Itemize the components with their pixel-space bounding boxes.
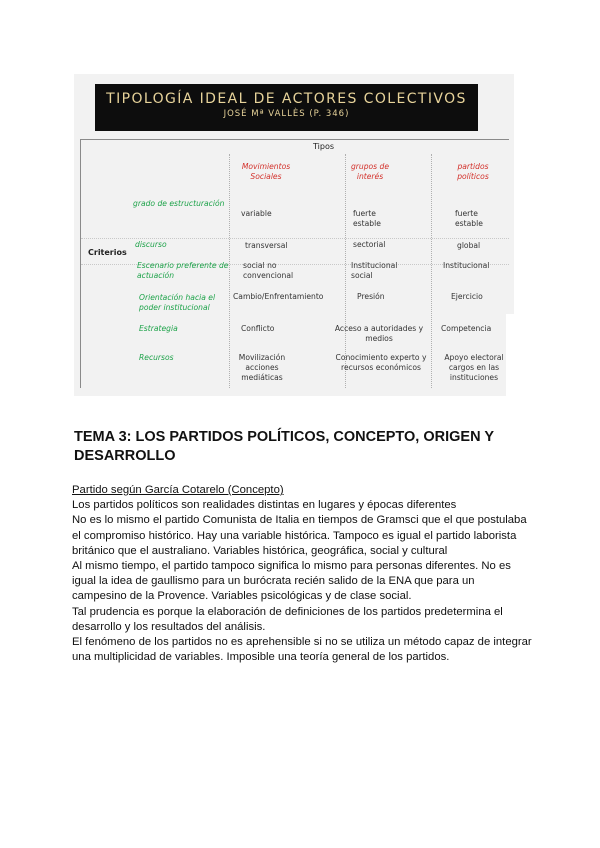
tipos-label: Tipos [313, 142, 335, 151]
paragraph: Tal prudencia es porque la elaboración de definiciones de los partidos predetermina el desarrollo y los resultados del análisis. [72, 605, 503, 633]
criterion-label: discurso [135, 240, 167, 249]
table-cell: Conflicto [241, 324, 275, 333]
paragraph: El fenómeno de los partidos no es aprehensible si no se utiliza un método capaz de integrar una multiplicidad de variables. Imposible una teoría general de los partidos. [72, 636, 532, 664]
table-cell: fuerte estable [353, 209, 381, 228]
table-cell: Acceso a autoridades y medios [334, 324, 424, 343]
typology-figure [74, 74, 514, 396]
paragraph: Al mismo tiempo, el partido tampoco significa lo mismo para personas diferentes. No es igual la idea de gaullismo para un burócrata recién salido de la ENA que para un campesino de la Provence. Variables psicológicas y de clase social. [72, 560, 511, 603]
paragraph: No es lo mismo el partido Comunista de Italia en tiempos de Gramsci que el que postulaba el compromiso histórico. Hay una variable histórica. Tampoco es igual el partido laborista británico que el australiano. Variables histórica, geográfica, social y cultural [72, 514, 527, 557]
typology-table [80, 139, 509, 388]
banner-subtitle: JOSÉ Mª VALLÈS (P. 346) [223, 109, 350, 119]
criterion-label: Orientación hacia el poder institucional [139, 293, 216, 312]
body-text [72, 483, 532, 665]
banner-title: TIPOLOGÍA IDEAL DE ACTORES COLECTIVOS [106, 91, 467, 107]
table-cell: fuerte estable [455, 209, 483, 228]
table-cell: Apoyo electoral cargos en las instituciones [444, 353, 504, 382]
criterios-label: Criterios [88, 248, 127, 257]
table-cell: sectorial [353, 240, 386, 249]
subheading: Partido según García Cotarelo (Concepto) [72, 484, 284, 496]
table-cell: variable [241, 209, 272, 218]
column-header-partidos: partidos políticos [457, 162, 489, 181]
column-header-grupos: grupos de interés [350, 162, 390, 181]
table-cell: Institucional [443, 261, 490, 270]
criterion-label: Recursos [139, 353, 174, 362]
paragraph: Los partidos políticos son realidades distintas en lugares y épocas diferentes [72, 499, 457, 512]
figure-banner [95, 84, 478, 131]
section-heading: TEMA 3: LOS PARTIDOS POLÍTICOS, CONCEPTO, ORIGEN Y DESARROLLO [74, 429, 494, 464]
criterion-label: Escenario preferente de actuación [137, 261, 229, 280]
table-cell: social no convencional [243, 261, 294, 280]
table-cell: Conocimiento experto y recursos económicos [335, 353, 427, 372]
table-cell: Cambio/Enfrentamiento [233, 292, 324, 301]
table-cell: Movilización acciones mediáticas [238, 353, 286, 382]
table-cell: global [457, 241, 481, 250]
table-cell: Presión [357, 292, 385, 301]
table-cell: Competencia [441, 324, 492, 333]
column-header-movimientos: Movimientos Sociales [241, 162, 291, 181]
table-cell: transversal [245, 241, 288, 250]
table-cell: Ejercicio [451, 292, 483, 301]
criterion-label: Estrategia [139, 324, 178, 333]
criterion-label: grado de estructuración [133, 199, 225, 208]
table-cell: Institucional social [351, 261, 398, 280]
